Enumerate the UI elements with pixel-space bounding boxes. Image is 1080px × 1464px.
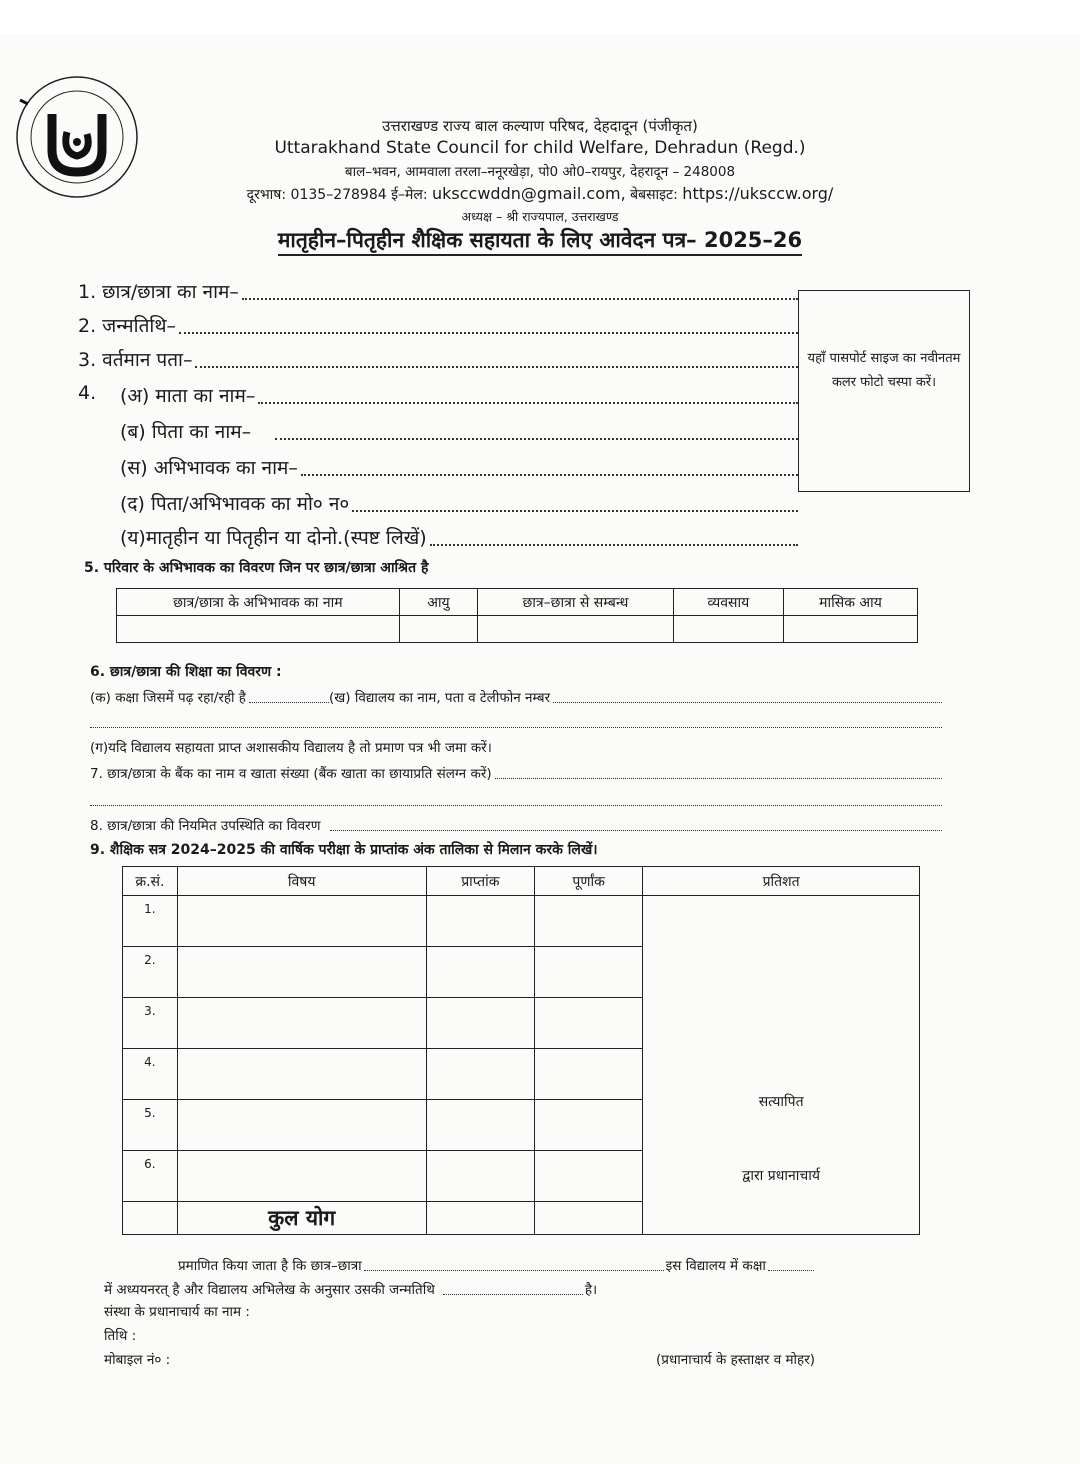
max-marks-cell[interactable] [534,998,642,1049]
marks-obtained-cell[interactable] [426,1049,534,1100]
dob-field[interactable] [78,312,798,338]
col-occupation: व्यवसाय [673,589,783,616]
org-name-english: Uttarakhand State Council for child Welfare, Dehradun (Regd.) [274,138,806,158]
class-label: (क) कक्षा जिसमें पढ़ रहा/रही है [90,690,246,706]
cert-student-input[interactable] [364,1269,664,1271]
section-5-heading: 5. परिवार के अभिभावक का विवरण जिन पर छात्र/छात्रा आश्रित है [84,560,429,576]
col-marks-obtained: प्राप्तांक [426,867,534,896]
section-9-heading: 9. शैक्षिक सत्र 2024–2025 की वार्षिक परीक्षा के प्राप्तांक अंक तालिका से मिलान करके लिखें। [90,842,598,858]
guardian-name-input[interactable] [301,473,798,476]
guardian-mobile-input[interactable] [352,509,798,512]
serial-cell: 1. [123,896,178,947]
cert-class-input[interactable] [768,1269,814,1271]
bank-details-input[interactable] [495,777,942,779]
table-row [123,896,920,947]
subject-cell[interactable] [177,947,426,998]
father-name-label: (ब) पिता का नाम– [120,421,252,443]
max-marks-cell[interactable] [534,1049,642,1100]
aided-school-note: (ग)यदि विद्यालय सहायता प्राप्त अशासकीय विद्यालय है तो प्रमाण पत्र भी जमा करें। [90,740,492,756]
serial-cell: 6. [123,1151,178,1202]
dob-label: 2. जन्मतिथि– [78,315,176,337]
address-label: 3. वर्तमान पता– [78,349,193,371]
total-max-marks-cell[interactable] [534,1202,642,1235]
principal-signature-label: (प्रधानाचार्य के हस्ताक्षर व मोहर) [656,1352,816,1368]
student-name-field[interactable] [78,278,798,304]
student-name-input[interactable] [242,297,798,300]
serial-cell: 4. [123,1049,178,1100]
guardian-mobile-field[interactable] [120,490,798,516]
marks-obtained-cell[interactable] [426,947,534,998]
guardian-name-label: (स) अभिभावक का नाम– [120,457,298,479]
attendance-label: 8. छात्र/छात्रा की नियमित उपस्थिति का विवरण [90,818,321,834]
dob-input[interactable] [179,331,798,334]
guardian-mobile-label: (द) पिता/अभिभावक का मो० न० [120,493,350,515]
father-name-input[interactable] [275,437,798,440]
education-class-school-field[interactable] [90,688,942,706]
subject-cell[interactable] [177,1100,426,1151]
website-label: बेबसाइट: [630,187,678,203]
total-marks-obtained-cell[interactable] [426,1202,534,1235]
verified-label: सत्यापित [758,1094,804,1110]
bank-details-field[interactable] [90,764,942,782]
subject-cell[interactable] [177,1049,426,1100]
monthly-income-cell[interactable] [783,616,917,643]
mobile-label: मोबाइल नं० : [104,1352,171,1368]
school-input-line-2[interactable] [90,726,942,728]
guardian-details-table [116,588,918,643]
attendance-input[interactable] [330,829,942,831]
certificate-line-1 [178,1256,816,1274]
serial-cell: 3. [123,998,178,1049]
mother-name-label: (अ) माता का नाम– [120,385,256,407]
principal-name-label: संस्था के प्रधानाचार्य का नाम : [104,1304,250,1320]
col-guardian-name: छात्र/छात्रा के अभिभावक का नाम [117,589,400,616]
father-name-field[interactable] [120,418,798,444]
marks-table [122,866,920,1235]
serial-cell: 2. [123,947,178,998]
org-address: बाल–भवन, आमवाला तरला–ननूरखेड़ा, पो0 ओ0–रायपुर, देहरादून – 248008 [344,164,736,180]
website-link[interactable]: https://uksccw.org/ [682,184,834,203]
student-name-label: 1. छात्र/छात्रा का नाम– [78,281,239,303]
org-name-hindi: उत्तराखण्ड राज्य बाल कल्याण परिषद, देहदादून (पंजीकृत) [382,117,698,135]
address-field[interactable] [78,346,798,372]
col-percentage: प्रतिशत [643,867,920,896]
mother-name-input[interactable] [258,401,798,404]
subject-cell[interactable] [177,1151,426,1202]
table-row [117,616,918,643]
marks-obtained-cell[interactable] [426,998,534,1049]
cert-class-label: इस विद्यालय में कक्षा [665,1258,766,1274]
section-6-heading: 6. छात्र/छात्रा की शिक्षा का विवरण : [90,664,282,680]
email-link[interactable]: uksccwddn@gmail.com, [432,184,626,203]
attendance-field[interactable] [90,816,942,834]
age-cell[interactable] [399,616,477,643]
marks-obtained-cell[interactable] [426,1151,534,1202]
field-4-number: 4. [78,382,97,404]
total-label: कुल योग [177,1202,426,1235]
bank-details-label: 7. छात्र/छात्रा के बैंक का नाम व खाता संख्या (बैंक खाता का छायाप्रति संलग्न करें) [90,766,492,782]
percentage-cell[interactable] [643,896,920,1235]
org-president: अध्यक्ष – श्री राज्यपाल, उत्तराखण्ड [461,209,619,224]
relation-cell[interactable] [478,616,673,643]
council-logo-icon [12,72,142,202]
max-marks-cell[interactable] [534,1100,642,1151]
col-age: आयु [399,589,477,616]
max-marks-cell[interactable] [534,1151,642,1202]
marks-obtained-cell[interactable] [426,1100,534,1151]
address-input[interactable] [195,365,798,368]
mother-name-field[interactable] [120,382,798,408]
bank-details-input-line-2[interactable] [90,804,942,806]
photo-paste-box[interactable] [798,290,970,492]
orphan-status-input[interactable] [430,543,798,546]
class-input[interactable] [249,701,329,703]
col-monthly-income: मासिक आय [783,589,917,616]
table-header-row [123,867,920,896]
school-input[interactable] [553,701,942,703]
form-title [220,226,860,254]
cert-dob-input[interactable] [443,1293,583,1295]
subject-cell[interactable] [177,998,426,1049]
marks-obtained-cell[interactable] [426,896,534,947]
guardian-name-cell[interactable] [117,616,400,643]
cert-student-label: प्रमाणित किया जाता है कि छात्र–छात्रा [178,1258,362,1274]
school-label: (ख) विद्यालय का नाम, पता व टेलीफोन नम्बर [328,690,551,706]
table-header-row [117,589,918,616]
subject-cell[interactable] [177,896,426,947]
col-subject: विषय [177,867,426,896]
orphan-status-field[interactable] [120,524,798,550]
by-principal-label: द्वारा प्रधानाचार्य [742,1168,820,1184]
phone-label: दूरभाष: 0135–278984 ई–मेल: [246,187,428,203]
serial-cell: 5. [123,1100,178,1151]
cert-is-label: है। [584,1282,598,1298]
org-contact [200,184,880,204]
col-relation: छात्र–छात्रा से सम्बन्ध [478,589,673,616]
guardian-name-field[interactable] [120,454,798,480]
total-serial-cell [123,1202,178,1235]
cert-dob-label: में अध्ययनरत् है और विद्यालय अभिलेख के अनुसार उसकी जन्मतिथि [104,1282,435,1298]
max-marks-cell[interactable] [534,896,642,947]
form-title-text: मातृहीन–पितृहीन शैक्षिक सहायता के लिए आवेदन पत्र– 2025–26 [278,228,802,256]
date-label: तिथि : [104,1328,137,1344]
col-max-marks: पूर्णांक [534,867,642,896]
photo-instruction: यहाँ पासपोर्ट साइज का नवीनतम कलर फोटो चस्पा करें। [807,351,961,390]
max-marks-cell[interactable] [534,947,642,998]
certificate-line-2 [104,1280,597,1298]
orphan-status-label: (य)मातृहीन या पितृहीन या दोनो.(स्पष्ट लिखें) [120,527,427,549]
col-serial: क्र.सं. [123,867,178,896]
occupation-cell[interactable] [673,616,783,643]
